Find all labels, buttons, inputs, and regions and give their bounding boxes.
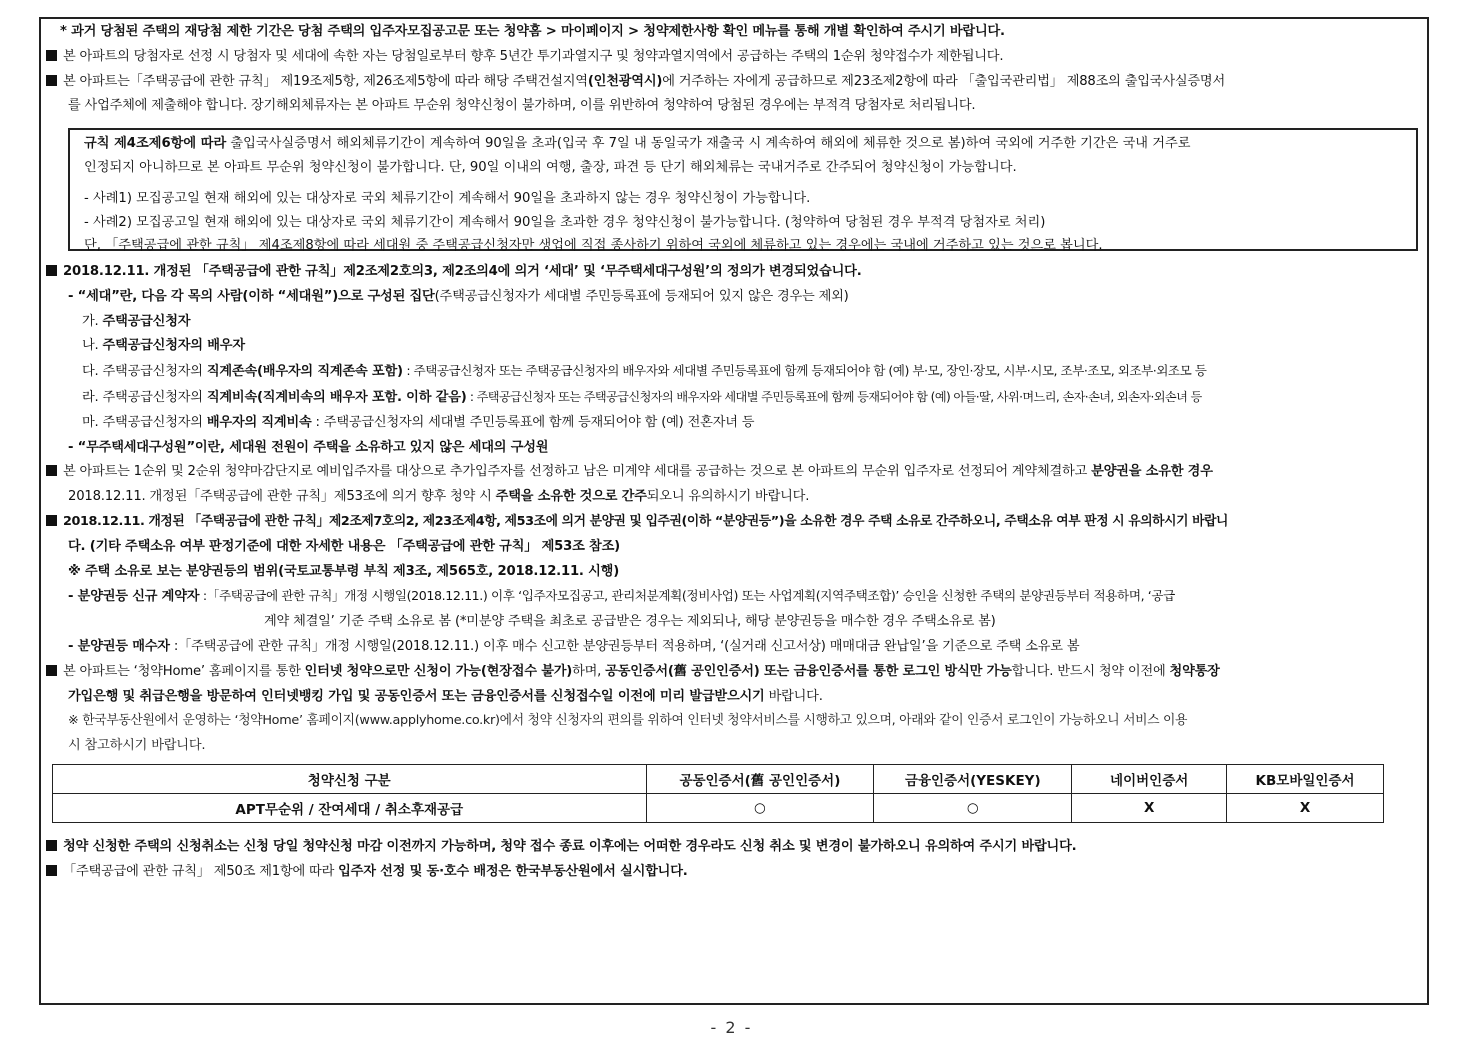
table-header-cell: 청약신청 구분 (53, 765, 647, 794)
text-line: - “무주택세대구성원”이란, 세대원 전원이 주택을 소유하고 있지 않은 세대의 구성원 (68, 439, 549, 455)
table-row (53, 794, 1384, 823)
text-line: 단, 「주택공급에 관한 규칙」 제4조제8항에 따라 세대원 중 주택공급신청자만 생업에 직접 종사하기 위하여 국외에 체류하고 있는 경우에는 국내에 거주하고 있는 것으로 봅니다. (84, 238, 1103, 253)
table-cell: APT무순위 / 잔여세대 / 취소후재공급 (53, 794, 647, 823)
document-body (46, 20, 1426, 119)
text-line: 본 아파트는 ‘청약Home’ 홈페이지를 통한 인터넷 청약으로만 신청이 가능(현장접수 불가)하며, 공동인증서(舊 공인인증서) 또는 금융인증서를 통한 로그인 방식만 가능합니다. 반드시 청약 이전에 청약통장 (46, 660, 1426, 685)
text-line: 2018.12.11. 개정된 「주택공급에 관한 규칙」제2조제2호의3, 제2조의4에 의거 ‘세대’ 및 ‘무주택세대구성원’의 정의가 변경되었습니다. (46, 260, 1426, 285)
bullet-square-icon (46, 465, 57, 476)
certificate-table (52, 764, 1384, 823)
text-line: 계약 체결일’ 기준 주택 소유로 봄 (*미분양 주택을 최초로 공급받은 경우는 제외되나, 해당 분양권등을 매수한 경우 주택소유로 봄) (264, 614, 996, 630)
text-line: - “세대”란, 다음 각 목의 사람(이하 “세대원”)으로 구성된 집단(주택공급신청자가 세대별 주민등록표에 등재되어 있지 않은 경우는 제외) (68, 288, 849, 304)
text-line: 2018.12.11. 개정된 「주택공급에 관한 규칙」제2조제7호의2, 제23조제4항, 제53조에 의거 분양권 및 입주권(이하 “분양권등”)을 소유한 경우 주택 소유로 간주하오니, 주택소유 여부 판정 시 유의하시기 바랍니 (46, 510, 1426, 535)
text-line: - 분양권등 신규 계약자 :「주택공급에 관한 규칙」개정 시행일(2018.12.11.) 이후 ‘입주자모집공고, 관리처분계획(정비사업) 또는 사업계획(지역주택조합)’ 승인을 신청한 주택의 분양권등부터 적용하며, ‘공급 (68, 588, 1175, 605)
table-header-row (53, 765, 1384, 794)
bullet-square-icon (46, 515, 57, 526)
table-header-cell: 네이버인증서 (1072, 765, 1227, 794)
notice-box (68, 128, 1418, 251)
text-line: 「주택공급에 관한 규칙」 제50조 제1항에 따라 입주자 선정 및 동·호수 배정은 한국부동산원에서 실시합니다. (46, 860, 1426, 885)
table-header-cell: KB모바일인증서 (1227, 765, 1384, 794)
section-final-notes (46, 835, 1426, 885)
text-line: * 과거 당첨된 주택의 재당첨 제한 기간은 당첨 주택의 입주자모집공고문 또는 청약홈 > 마이페이지 > 청약제한사항 확인 메뉴를 통해 개별 확인하여 주시기 바랍니다. (60, 24, 1005, 39)
page-number: - 2 - (710, 1018, 753, 1037)
text-line: 가입은행 및 취급은행을 방문하여 인터넷뱅킹 가입 및 공동인증서 또는 금융인증서를 신청접수일 이전에 미리 발급받으시기 바랍니다. (68, 688, 823, 704)
text-line: - 사례1) 모집공고일 현재 해외에 있는 대상자로 국외 체류기간이 계속해서 90일을 초과하지 않는 경우 청약신청이 가능합니다. (84, 191, 811, 206)
bullet-square-icon (46, 50, 57, 61)
text-line: 라. 주택공급신청자의 직계비속(직계비속의 배우자 포함. 이하 같음) : 주택공급신청자 또는 주택공급신청자의 배우자와 세대별 주민등록표에 함께 등재되어야 함 (예) 아들·딸, 사위·며느리, 손자·손녀, 외손자·외손녀 등 (82, 389, 1202, 405)
text-line: 마. 주택공급신청자의 배우자의 직계비속 : 주택공급신청자의 세대별 주민등록표에 함께 등재되어야 함 (예) 전혼자녀 등 (82, 414, 755, 430)
text-line: ※ 한국부동산원에서 운영하는 ‘청약Home’ 홈페이지(www.applyhome.co.kr)에서 청약 신청자의 편의를 위하여 인터넷 청약서비스를 시행하고 있으며, 아래와 같이 인증서 로그인이 가능하오니 서비스 이용 (68, 713, 1188, 729)
table-cell: X (1227, 794, 1384, 823)
text-line: ※ 주택 소유로 보는 분양권등의 범위(국토교통부령 부칙 제3조, 제565호, 2018.12.11. 시행) (68, 563, 620, 579)
bullet-square-icon (46, 265, 57, 276)
table-cell: ○ (874, 794, 1072, 823)
text-line: 나. 주택공급신청자의 배우자 (82, 338, 245, 354)
text-line: - 사례2) 모집공고일 현재 해외에 있는 대상자로 국외 체류기간이 계속해서 90일을 초과한 경우 청약신청이 불가능합니다. (청약하여 당첨된 경우 부적격 당첨자로 처리) (84, 214, 1046, 230)
section-household-definition (46, 260, 1426, 759)
table-header-cell: 금융인증서(YESKEY) (874, 765, 1072, 794)
text-line: - 분양권등 매수자 :「주택공급에 관한 규칙」개정 시행일(2018.12.11.) 이후 매수 신고한 분양권등부터 적용하며, ‘(실거래 신고서상) 매매대금 완납일’을 기준으로 주택 소유로 봄 (68, 638, 1080, 654)
text-line: 본 아파트는 1순위 및 2순위 청약마감단지로 예비입주자를 대상으로 추가입주자를 선정하고 남은 미계약 세대를 공급하는 것으로 본 아파트의 무순위 입주자로 선정되어 계약체결하고 분양권을 소유한 경우 (46, 460, 1426, 485)
table-header-cell: 공동인증서(舊 공인인증서) (646, 765, 874, 794)
bullet-square-icon (46, 75, 57, 86)
text-line: 규칙 제4조제6항에 따라 출입국사실증명서 해외체류기간이 계속하여 90일을 초과(입국 후 7일 내 동일국가 재출국 시 계속하여 해외에 체류한 것으로 봄)하여 국외에 거주한 기간은 국내 거주로 (84, 136, 1191, 151)
text-line: 본 아파트의 당첨자로 선정 시 당첨자 및 세대에 속한 자는 당첨일로부터 향후 5년간 투기과열지구 및 청약과열지역에서 공급하는 주택의 1순위 청약접수가 제한됩니다. (46, 45, 1426, 70)
bullet-square-icon (46, 840, 57, 851)
bullet-square-icon (46, 865, 57, 876)
text-line: 인정되지 아니하므로 본 아파트 무순위 청약신청이 불가합니다. 단, 90일 이내의 여행, 출장, 파견 등 단기 해외체류는 국내거주로 간주되어 청약신청이 가능합니다. (84, 159, 1017, 175)
text-line: 다. 주택공급신청자의 직계존속(배우자의 직계존속 포함) : 주택공급신청자 또는 주택공급신청자의 배우자와 세대별 주민등록표에 함께 등재되어야 함 (예) 부·모, 장인·장모, 시부·시모, 조부·조모, 외조부·외조모 등 (82, 363, 1207, 380)
table-cell: X (1072, 794, 1227, 823)
text-line: 가. 주택공급신청자 (82, 313, 191, 329)
table-cell: ○ (646, 794, 874, 823)
text-line: 를 사업주체에 제출해야 합니다. 장기해외체류자는 본 아파트 무순위 청약신청이 불가하며, 이를 위반하여 청약하여 당첨된 경우에는 부적격 당첨자로 처리됩니다. (68, 98, 976, 114)
text-line: 청약 신청한 주택의 신청취소는 신청 당일 청약신청 마감 이전까지 가능하며, 청약 접수 종료 이후에는 어떠한 경우라도 신청 취소 및 변경이 불가하오니 유의하여 주시기 바랍니다. (46, 835, 1426, 860)
text-line: 본 아파트는「주택공급에 관한 규칙」 제19조제5항, 제26조제5항에 따라 해당 주택건설지역(인천광역시)에 거주하는 자에게 공급하므로 제23조제2항에 따라 「출입국관리법」 제88조의 출입국사실증명서 (46, 70, 1426, 95)
text-line: 2018.12.11. 개정된「주택공급에 관한 규칙」제53조에 의거 향후 청약 시 주택을 소유한 것으로 간주되오니 유의하시기 바랍니다. (68, 489, 810, 505)
bullet-square-icon (46, 665, 57, 676)
text-line: 다. (기타 주택소유 여부 판정기준에 대한 자세한 내용은 「주택공급에 관한 규칙」 제53조 참조) (68, 538, 620, 554)
text-line: 시 참고하시기 바랍니다. (68, 738, 206, 754)
